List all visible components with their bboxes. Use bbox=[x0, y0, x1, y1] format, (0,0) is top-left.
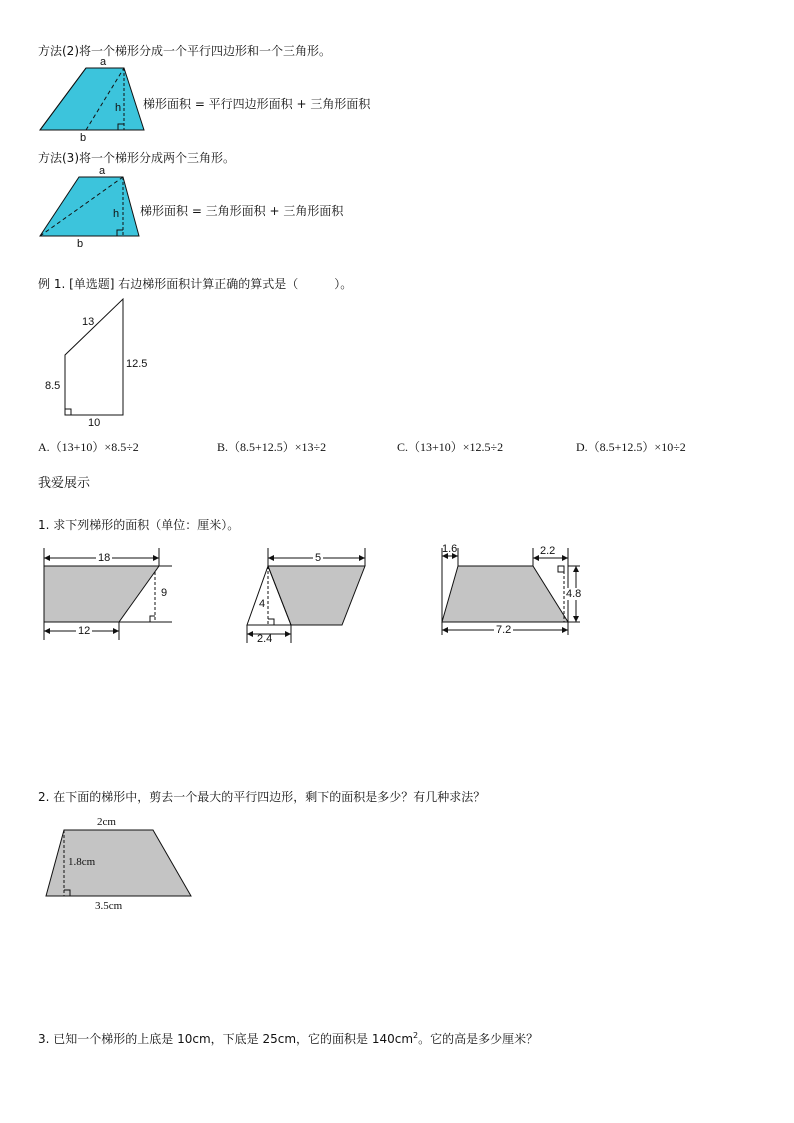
method3-label-b: b bbox=[77, 238, 84, 250]
q1-fig3-label-right: 2.2 bbox=[540, 545, 556, 557]
q2-label-bottom: 3.5cm bbox=[95, 900, 123, 912]
method2-heading: 方法(2)将一个梯形分成一个平行四边形和一个三角形。 bbox=[38, 44, 332, 58]
q1-text: 1. 求下列梯形的面积（单位：厘米）。 bbox=[38, 518, 240, 532]
q1-fig1-label-top: 18 bbox=[98, 552, 111, 564]
q1-fig1-label-bottom: 12 bbox=[78, 625, 91, 637]
q1-fig2-label-top: 5 bbox=[315, 552, 322, 564]
example1-option-c[interactable]: C.（13+10）×12.5÷2 bbox=[397, 440, 504, 454]
q3-superscript: 2 bbox=[413, 1031, 419, 1040]
method3-formula: 梯形面积 = 三角形面积 + 三角形面积 bbox=[140, 204, 344, 218]
example1-option-b[interactable]: B.（8.5+12.5）×13÷2 bbox=[217, 440, 327, 454]
example1-label-slant: 13 bbox=[82, 316, 95, 328]
method3-label-a: a bbox=[99, 165, 106, 177]
q1-fig1-label-height: 9 bbox=[161, 587, 168, 599]
method2-formula: 梯形面积 = 平行四边形面积 + 三角形面积 bbox=[143, 97, 371, 111]
example1-label-right: 12.5 bbox=[126, 358, 148, 370]
section-title: 我爱展示 bbox=[38, 476, 91, 491]
q1-fig2-label-height: 4 bbox=[259, 598, 266, 610]
example1-option-d[interactable]: D.（8.5+12.5）×10÷2 bbox=[576, 440, 686, 454]
method3-heading: 方法(3)将一个梯形分成两个三角形。 bbox=[38, 151, 235, 165]
q3-text-tail: 。它的高是多少厘米？ bbox=[418, 1032, 539, 1046]
method2-label-a: a bbox=[100, 56, 107, 68]
example1-label-left: 8.5 bbox=[45, 380, 61, 392]
example1-question: 例 1. [单选题] 右边梯形面积计算正确的算式是（ ）。 bbox=[38, 277, 353, 291]
q1-fig3-label-height: 4.8 bbox=[566, 588, 582, 600]
example1-option-a[interactable]: A.（13+10）×8.5÷2 bbox=[38, 440, 139, 454]
q2-label-height: 1.8cm bbox=[68, 856, 96, 868]
q2-label-top: 2cm bbox=[97, 816, 116, 828]
q3-text-main: 3. 已知一个梯形的上底是 10cm，下底是 25cm，它的面积是 140cm bbox=[38, 1032, 414, 1046]
q1-fig3-label-left: 1.6 bbox=[442, 543, 458, 555]
q1-fig2-label-bottom: 2.4 bbox=[257, 633, 273, 645]
example1-label-bottom: 10 bbox=[88, 417, 101, 429]
q2-text: 2. 在下面的梯形中，剪去一个最大的平行四边形，剩下的面积是多少？有几种求法？ bbox=[38, 790, 486, 804]
method2-label-b: b bbox=[80, 132, 87, 144]
method2-label-h: h bbox=[115, 102, 122, 114]
method3-label-h: h bbox=[113, 208, 120, 220]
q1-fig3-label-bottom: 7.2 bbox=[496, 624, 512, 636]
q3-text bbox=[38, 1030, 538, 1047]
